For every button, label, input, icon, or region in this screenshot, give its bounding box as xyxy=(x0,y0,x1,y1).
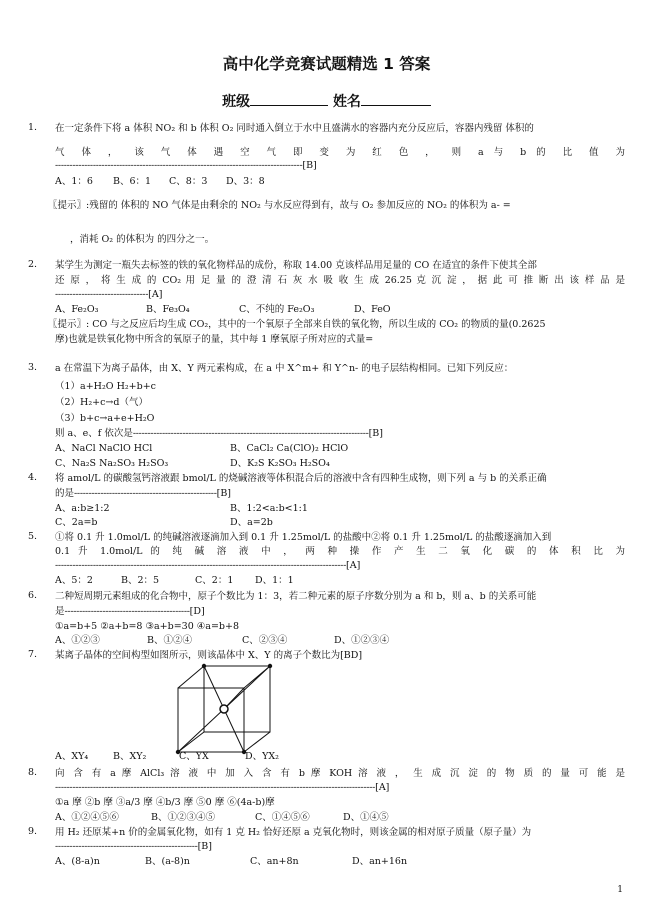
question-number: 1. xyxy=(28,122,38,133)
name-label: 姓名 xyxy=(332,94,361,110)
question-text: 用 H₂ 还原某+n 价的金属氧化物，如有 1 克 H₂ 恰好还原 a 克氧化物时，则该金属的相对原子质量（原子量）为 xyxy=(55,827,532,838)
y-ion xyxy=(268,664,272,668)
answer-line: --------------------------------[A] xyxy=(55,289,163,300)
options-row xyxy=(55,516,625,529)
question-number: 6. xyxy=(28,590,38,601)
option: A、(8-a)n xyxy=(55,856,100,867)
hint-text: ，消耗 O₂ 的体积为 的四分之一。 xyxy=(70,234,215,245)
option: C、Na₂S Na₂SO₃ H₂SO₃ xyxy=(55,458,169,469)
option: C、②③④ xyxy=(242,635,288,646)
option: A、①②③ xyxy=(55,635,100,646)
class-name-line xyxy=(0,91,653,111)
reaction-2: （2）H₂+c→d（气） xyxy=(55,397,148,408)
option: D、FeO xyxy=(354,304,391,315)
option: B、(a-8)n xyxy=(145,856,190,867)
option: D、K₂S K₂SO₃ H₂SO₄ xyxy=(230,458,330,469)
question-text: 某学生为测定一瓶失去标签的铁的氧化物样品的成份，称取 14.00 克该样品用足量的 CO 在适宜的条件下使其全部 xyxy=(55,260,537,271)
option: A、5：2 xyxy=(55,575,93,586)
options-row xyxy=(55,750,625,763)
crystal-lattice-diagram xyxy=(170,662,280,756)
class-blank xyxy=(250,91,328,106)
option: A、1：6 xyxy=(55,176,93,187)
class-label: 班级 xyxy=(222,94,251,110)
option: C、2a=b xyxy=(55,517,98,528)
option: B、2：5 xyxy=(121,575,160,586)
option: C、an+8n xyxy=(250,856,299,867)
question-number: 8. xyxy=(28,767,38,778)
answer-line: --------------------------------------------------------------------------------------------------------------[A] xyxy=(55,782,390,793)
option: B、①②③④⑤ xyxy=(151,812,215,823)
question-number: 9. xyxy=(28,826,38,837)
option: D、①②③④ xyxy=(334,635,390,646)
option: B、XY₂ xyxy=(113,751,147,762)
option: D、①④⑤ xyxy=(343,812,389,823)
question-number: 2. xyxy=(28,259,38,270)
question-number: 5. xyxy=(28,531,38,542)
question-text: 则 a、e、f 依次是 xyxy=(55,428,133,439)
answer-line: 则 a、e、f 依次是---------------------------------------------------------------------------------[B] xyxy=(55,428,383,439)
question-text: 二种短周期元素组成的化合物中，原子个数比为 1：3，若二种元素的原子序数分别为 a 和 b，则 a、b 的关系可能 xyxy=(55,591,537,602)
hint-text: 〖提示〗: CO 与之反应后均生成 CO₂，其中的一个氧原子全部来自铁的氧化物，所以生成的 CO₂ 的物质的量(0.2625 xyxy=(48,319,546,330)
answer-key: [A] xyxy=(375,782,390,793)
conditions-row: ①a 摩 ②b 摩 ③a/3 摩 ④b/3 摩 ⑤0 摩 ⑥(4a-b)摩 xyxy=(55,797,275,808)
question-text: 在一定条件下将 a 体积 NO₂ 和 b 体积 O₂ 同时通入倒立于水中且盛满水的容器内充分反应后，容器内残留 体积的 xyxy=(55,123,534,134)
hint-text: 摩)也就是铁氧化物中所含的氧原子的量，其中每 1 摩氧原子所对应的式量= xyxy=(55,334,374,345)
option: C、YX xyxy=(179,751,209,762)
question-text: 的是 xyxy=(55,488,75,499)
option: B、6：1 xyxy=(113,176,152,187)
options-row xyxy=(55,634,625,647)
name-blank xyxy=(361,91,431,106)
page-title: 高中化学竞赛试题精选 1 答案 xyxy=(222,55,431,73)
answer-line: 是-------------------------------------------[D] xyxy=(55,606,205,617)
options-row xyxy=(55,574,625,587)
question-text: 还 原 ， 将 生 成 的 CO₂ 用 足 量 的 澄 清 石 灰 水 吸 收 生 成 26.25 克 沉 淀 ， 据 此 可 推 断 出 该 样 品 是 xyxy=(55,275,625,286)
conditions-row: ①a=b+5 ②a+b=8 ③a+b=30 ④a=b+8 xyxy=(55,621,240,632)
option: B、①②④ xyxy=(147,635,192,646)
option: D、3：8 xyxy=(226,176,265,187)
question-text: 某离子晶体的空间构型如图所示，则该晶体中 X、Y 的离子个数比为[BD] xyxy=(55,650,363,661)
answer-key: [D] xyxy=(189,606,205,617)
options-row xyxy=(55,175,625,188)
hint-text: 〖提示〗:残留的 体积的 NO 气体是由剩余的 NO₂ 与水反应得到有，故与 O₂ 参加反应的 NO₂ 的体积为 a- = xyxy=(48,200,511,211)
question-number: 3. xyxy=(28,362,38,373)
answer-line: -------------------------------------------------[B] xyxy=(55,841,212,852)
question-text: 0.1 升 1.0mol/L 的 纯 碱 溶 液 中 ， 两 种 操 作 产 生 二 氧 化 碳 的 体 积 比 为 xyxy=(55,546,625,557)
options-row xyxy=(55,855,625,868)
question-number: 7. xyxy=(28,649,38,660)
answer-key: [B] xyxy=(368,428,383,439)
question-text: a 在常温下为离子晶体，由 X、Y 两元素构成，在 a 中 X^m+ 和 Y^n- 的电子层结构相同。已知下列反应： xyxy=(55,363,514,374)
option: A、Fe₂O₃ xyxy=(55,304,99,315)
answer-key: [B] xyxy=(216,488,232,499)
option: B、Fe₃O₄ xyxy=(146,304,190,315)
answer-key: [A] xyxy=(346,560,361,571)
option: B、1:2<a:b<1:1 xyxy=(230,503,308,514)
answer-line: ----------------------------------------------------------------------------------------------------[A] xyxy=(55,560,361,571)
option: A、a:b≥1:2 xyxy=(55,503,110,514)
reaction-3: （3）b+c→a+e+H₂O xyxy=(55,413,155,424)
option: A、①②④⑤⑥ xyxy=(55,812,119,823)
options-row xyxy=(55,811,625,824)
options-row xyxy=(55,303,625,316)
question-text: 向 含 有 a 摩 AlCl₃ 溶 液 中 加 入 含 有 b 摩 KOH 溶 液 ， 生 成 沉 淀 的 物 质 的 量 可 能 是 xyxy=(55,768,625,779)
answer-line: 的是-------------------------------------------------[B] xyxy=(55,488,232,499)
answer-key: [B] xyxy=(197,841,212,852)
question-number: 4. xyxy=(28,472,38,483)
question-text: 气 体 ， 该 气 体 遇 空 气 即 变 为 红 色 ， 则 a 与 b 的 比 值 为 xyxy=(55,147,625,158)
option: C、2：1 xyxy=(195,575,234,586)
option: D、YX₂ xyxy=(245,751,279,762)
reaction-1: （1）a+H₂O H₂+b+c xyxy=(55,381,156,392)
option: D、an+16n xyxy=(352,856,408,867)
options-row xyxy=(55,457,625,470)
question-text: 将 amol/L 的碳酸氢钙溶液跟 bmol/L 的烧碱溶液等体积混合后的溶液中含有四种生成物，则下列 a 与 b 的关系正确 xyxy=(55,473,547,484)
option: D、a=2b xyxy=(230,517,273,528)
options-row xyxy=(55,502,625,515)
answer-line: -------------------------------------------------------------------------------------[B] xyxy=(55,160,317,171)
option: A、NaCl NaClO HCl xyxy=(55,443,153,454)
option: C、8：3 xyxy=(169,176,208,187)
question-text: 是 xyxy=(55,606,65,617)
option: A、XY₄ xyxy=(55,751,89,762)
option: C、①④⑤⑥ xyxy=(255,812,310,823)
y-ion xyxy=(202,664,206,668)
option: B、CaCl₂ Ca(ClO)₂ HClO xyxy=(230,443,349,454)
option: C、不纯的 Fe₂O₃ xyxy=(239,304,315,315)
x-ion-center xyxy=(220,705,228,713)
page-number: 1 xyxy=(617,885,623,895)
question-text: ①将 0.1 升 1.0mol/L 的纯碱溶液逐滴加入到 0.1 升 1.25mol/L 的盐酸中②将 0.1 升 1.25mol/L 的盐酸逐滴加入到 xyxy=(55,532,552,543)
option: D、1：1 xyxy=(255,575,294,586)
answer-key: [A] xyxy=(148,289,163,300)
options-row xyxy=(55,442,625,455)
answer-key: [B] xyxy=(302,160,317,171)
